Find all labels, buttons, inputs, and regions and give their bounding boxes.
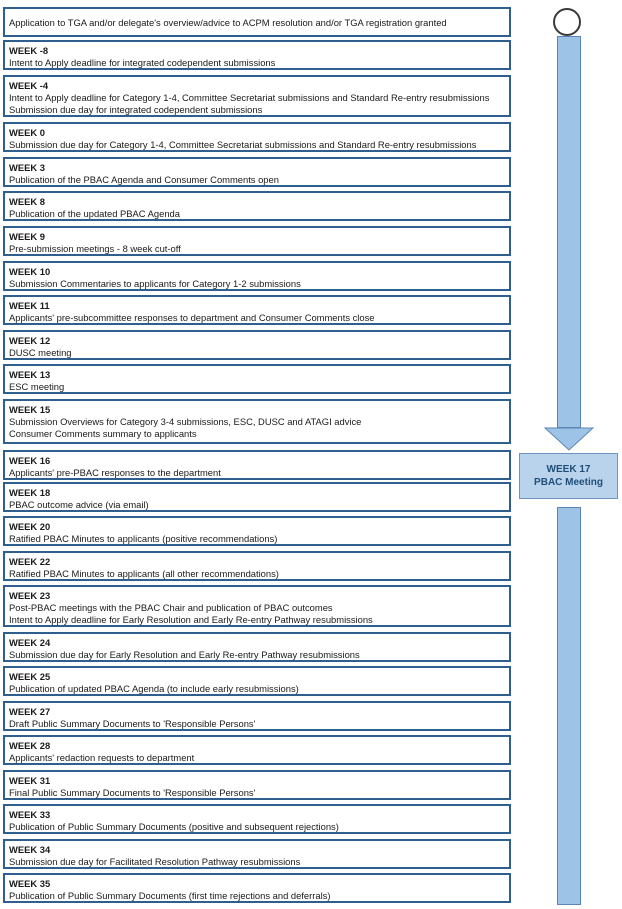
week-label: WEEK 20 — [9, 521, 51, 532]
timeline-item — [3, 122, 511, 152]
week-label: WEEK 35 — [9, 878, 51, 889]
pbac-week-label: WEEK 17 — [546, 464, 591, 475]
milestone-text: Publication of Public Summary Documents (first time rejections and deferrals) — [9, 890, 331, 901]
milestone-text: Publication of Public Summary Documents (positive and subsequent rejections) — [9, 821, 339, 832]
timeline-item — [3, 666, 511, 696]
timeline-item — [3, 585, 511, 627]
week-label: WEEK 34 — [9, 844, 51, 855]
week-label: WEEK -8 — [9, 45, 49, 56]
milestone-text: Publication of updated PBAC Agenda (to include early resubmissions) — [9, 683, 299, 694]
milestone-text: Intent to Apply deadline for Category 1-4, Committee Secretariat submissions and Standard Re-entry resubmissions — [9, 92, 490, 103]
timeline-item — [3, 770, 511, 800]
timeline-item — [3, 399, 511, 444]
pbac-meeting-label: PBAC Meeting — [534, 477, 603, 488]
milestone-text: Applicants' redaction requests to department — [9, 752, 195, 763]
week-label: WEEK 13 — [9, 369, 51, 380]
week-label: WEEK 11 — [9, 300, 50, 311]
timeline-item — [3, 482, 511, 512]
week-label: WEEK 0 — [9, 127, 45, 138]
timeline-item — [3, 191, 511, 221]
week-label: WEEK -4 — [9, 80, 49, 91]
milestone-text: Post-PBAC meetings with the PBAC Chair and publication of PBAC outcomes — [9, 602, 333, 613]
arrow-down-icon — [544, 427, 594, 451]
week-label: WEEK 33 — [9, 809, 51, 820]
milestone-text: Submission due day for Category 1-4, Committee Secretariat submissions and Standard Re-entry resubmissions — [9, 139, 477, 150]
milestone-text: Submission Overviews for Category 3-4 submissions, ESC, DUSC and ATAGI advice — [9, 416, 362, 427]
pbac-meeting-box — [519, 453, 618, 499]
timeline-item — [3, 804, 511, 834]
week-label: WEEK 16 — [9, 455, 51, 466]
timeline-item — [3, 364, 511, 394]
timeline-item — [3, 261, 511, 291]
timeline-item — [3, 735, 511, 765]
week-label: WEEK 27 — [9, 706, 51, 717]
week-label: WEEK 15 — [9, 404, 51, 415]
week-label: WEEK 22 — [9, 556, 51, 567]
timeline-item — [3, 75, 511, 117]
week-label: WEEK 8 — [9, 196, 45, 207]
milestone-text: Draft Public Summary Documents to 'Responsible Persons' — [9, 718, 256, 729]
week-label: WEEK 10 — [9, 266, 51, 277]
milestone-text: Submission due day for Early Resolution and Early Re-entry Pathway resubmissions — [9, 649, 360, 660]
milestone-text: Submission Commentaries to applicants for Category 1-2 submissions — [9, 278, 301, 289]
milestone-text: PBAC outcome advice (via email) — [9, 499, 149, 510]
week-label: WEEK 9 — [9, 231, 45, 242]
timeline-item — [3, 330, 511, 360]
milestone-text: DUSC meeting — [9, 347, 72, 358]
week-label: WEEK 3 — [9, 162, 45, 173]
timeline-item — [3, 226, 511, 256]
milestone-text: Intent to Apply deadline for integrated codependent submissions — [9, 57, 276, 68]
intro-box — [3, 7, 511, 37]
start-circle — [553, 8, 581, 36]
milestone-text: Intent to Apply deadline for Early Resolution and Early Re-entry Pathway resubmissions — [9, 614, 373, 625]
milestone-text: Applicants' pre-subcommittee responses to department and Consumer Comments close — [9, 312, 375, 323]
milestone-text: Consumer Comments summary to applicants — [9, 428, 197, 439]
timeline-item — [3, 450, 511, 480]
timeline-item — [3, 295, 511, 325]
week-label: WEEK 18 — [9, 487, 51, 498]
milestone-text: Publication of the PBAC Agenda and Consumer Comments open — [9, 174, 279, 185]
week-label: WEEK 24 — [9, 637, 51, 648]
week-label: WEEK 31 — [9, 775, 51, 786]
timeline-item — [3, 839, 511, 869]
milestone-text: Final Public Summary Documents to 'Responsible Persons' — [9, 787, 256, 798]
timeline-item — [3, 873, 511, 903]
timeline-item — [3, 701, 511, 731]
week-label: WEEK 25 — [9, 671, 51, 682]
timeline-bar-upper — [557, 36, 581, 428]
milestone-text: Pre-submission meetings - 8 week cut-off — [9, 243, 181, 254]
milestone-text: Applicants' pre-PBAC responses to the department — [9, 467, 221, 478]
intro-text: Application to TGA and/or delegate's overview/advice to ACPM resolution and/or TGA registration granted — [9, 17, 447, 28]
milestone-text: Ratified PBAC Minutes to applicants (all other recommendations) — [9, 568, 279, 579]
milestone-text: Submission due day for Facilitated Resolution Pathway resubmissions — [9, 856, 301, 867]
week-label: WEEK 23 — [9, 590, 51, 601]
timeline-item — [3, 157, 511, 187]
milestone-text: Submission due day for integrated codependent submissions — [9, 104, 263, 115]
week-label: WEEK 12 — [9, 335, 51, 346]
week-label: WEEK 28 — [9, 740, 51, 751]
milestone-text: Publication of the updated PBAC Agenda — [9, 208, 180, 219]
milestone-text: Ratified PBAC Minutes to applicants (positive recommendations) — [9, 533, 278, 544]
milestone-text: ESC meeting — [9, 381, 65, 392]
timeline-bar-lower — [557, 507, 581, 905]
timeline-item — [3, 632, 511, 662]
timeline-item — [3, 40, 511, 70]
timeline-item — [3, 551, 511, 581]
timeline-item — [3, 516, 511, 546]
